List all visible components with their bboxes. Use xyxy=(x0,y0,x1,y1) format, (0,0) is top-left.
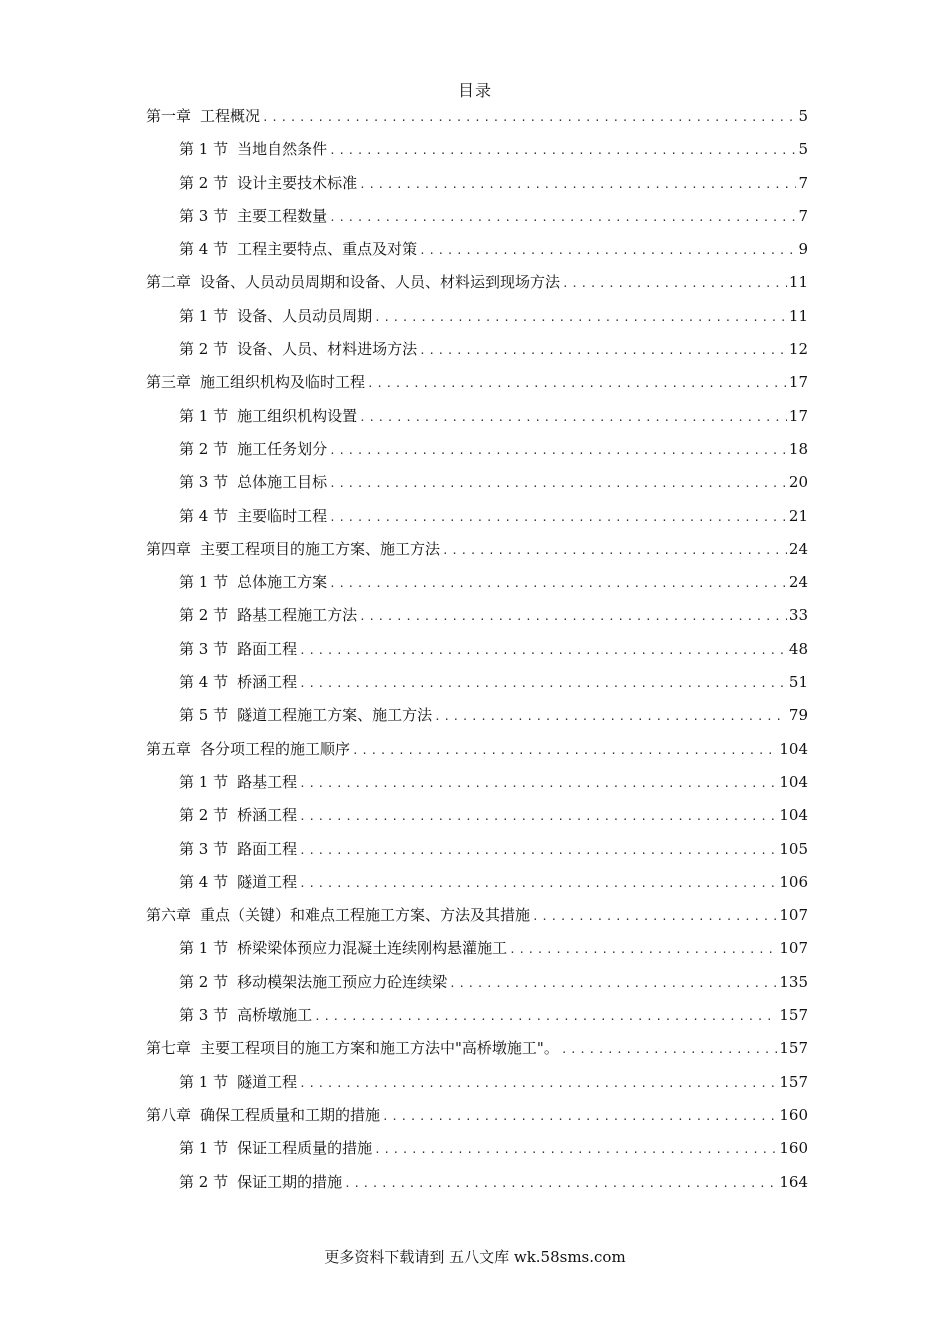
toc-dot-leader xyxy=(299,806,777,828)
toc-page-number: 157 xyxy=(779,1006,808,1025)
toc-dot-leader xyxy=(299,873,777,895)
toc-entry-number: 第三章 xyxy=(146,373,192,392)
toc-dot-leader xyxy=(329,507,787,529)
footer-note: 更多资料下载请到 五八文库 wk.58sms.com xyxy=(324,1248,626,1266)
toc-dot-leader xyxy=(299,840,777,862)
toc-entry-label xyxy=(146,1037,559,1059)
toc-section-entry[interactable] xyxy=(146,471,808,504)
toc-dot-leader xyxy=(329,573,787,595)
toc-entry-text: 设备、人员动员周期和设备、人员、材料运到现场方法 xyxy=(200,273,561,292)
toc-section-entry[interactable] xyxy=(146,804,808,837)
toc-section-entry[interactable] xyxy=(146,871,808,904)
toc-page-number: 107 xyxy=(779,939,808,958)
toc-page-number: 11 xyxy=(788,273,808,292)
toc-list xyxy=(146,105,808,1204)
toc-chapter-entry[interactable] xyxy=(146,105,808,138)
toc-dot-leader xyxy=(367,373,787,395)
toc-entry-text: 设备、人员、材料进场方法 xyxy=(237,340,418,359)
toc-dot-leader xyxy=(359,606,787,628)
toc-page-number: 107 xyxy=(779,906,808,925)
toc-dot-leader xyxy=(329,140,796,162)
toc-entry-label xyxy=(179,438,327,460)
toc-page-number: 157 xyxy=(779,1039,808,1058)
toc-dot-leader xyxy=(262,107,796,129)
toc-dot-leader xyxy=(449,973,777,995)
toc-page-number: 7 xyxy=(798,206,808,225)
toc-entry-number: 第 3 节 xyxy=(179,473,229,492)
toc-page-number: 104 xyxy=(779,772,808,791)
toc-entry-text: 施工组织机构及临时工程 xyxy=(200,373,366,392)
toc-entry-text: 路面工程 xyxy=(237,839,298,858)
toc-chapter-entry[interactable] xyxy=(146,1037,808,1070)
toc-section-entry[interactable] xyxy=(146,305,808,338)
toc-entry-text: 总体施工方案 xyxy=(237,573,328,592)
toc-entry-number: 第 1 节 xyxy=(179,573,229,592)
toc-entry-number: 第 2 节 xyxy=(179,173,229,192)
toc-section-entry[interactable] xyxy=(146,571,808,604)
toc-section-entry[interactable] xyxy=(146,138,808,171)
toc-entry-text: 主要临时工程 xyxy=(237,506,328,525)
toc-entry-label xyxy=(179,1071,297,1093)
toc-section-entry[interactable] xyxy=(146,1004,808,1037)
toc-entry-text: 高桥墩施工 xyxy=(237,1006,313,1025)
toc-title: 目录 xyxy=(457,81,492,100)
toc-entry-text: 桥涵工程 xyxy=(237,673,298,692)
toc-page-number: 24 xyxy=(788,539,808,558)
toc-entry-number: 第 2 节 xyxy=(179,606,229,625)
toc-entry-number: 第 1 节 xyxy=(179,1139,229,1158)
toc-entry-label xyxy=(146,371,365,393)
toc-entry-number: 第 4 节 xyxy=(179,673,229,692)
toc-entry-label xyxy=(179,871,297,893)
toc-entry-number: 第 4 节 xyxy=(179,506,229,525)
toc-entry-number: 第五章 xyxy=(146,739,192,758)
toc-entry-number: 第 4 节 xyxy=(179,872,229,891)
toc-entry-number: 第 1 节 xyxy=(179,306,229,325)
toc-page-number: 106 xyxy=(779,872,808,891)
toc-entry-label xyxy=(179,138,327,160)
toc-page-number: 135 xyxy=(779,972,808,991)
toc-entry-number: 第 1 节 xyxy=(179,140,229,159)
toc-page-number: 9 xyxy=(798,240,808,259)
toc-entry-text: 隧道工程 xyxy=(237,872,298,891)
toc-entry-text: 隧道工程施工方案、施工方法 xyxy=(237,706,433,725)
toc-section-entry[interactable] xyxy=(146,1071,808,1104)
toc-entry-label xyxy=(179,305,372,327)
toc-entry-label xyxy=(179,604,357,626)
toc-dot-leader xyxy=(359,407,787,429)
toc-entry-text: 总体施工目标 xyxy=(237,473,328,492)
toc-entry-text: 重点（关键）和难点工程施工方案、方法及其措施 xyxy=(200,906,531,925)
toc-entry-text: 设备、人员动员周期 xyxy=(237,306,373,325)
toc-entry-text: 桥涵工程 xyxy=(237,806,298,825)
toc-entry-label xyxy=(179,238,417,260)
toc-section-entry[interactable] xyxy=(146,238,808,271)
toc-section-entry[interactable] xyxy=(146,638,808,671)
toc-page-number: 17 xyxy=(788,373,808,392)
toc-entry-label xyxy=(179,1171,342,1193)
toc-chapter-entry[interactable] xyxy=(146,738,808,771)
toc-dot-leader xyxy=(299,640,787,662)
toc-section-entry[interactable] xyxy=(146,1171,808,1204)
toc-dot-leader xyxy=(419,240,796,262)
toc-page-number: 5 xyxy=(798,107,808,125)
toc-entry-label xyxy=(179,205,327,227)
toc-dot-leader xyxy=(329,207,796,229)
toc-entry-number: 第 2 节 xyxy=(179,439,229,458)
toc-dot-leader xyxy=(329,473,787,495)
toc-section-entry[interactable] xyxy=(146,405,808,438)
toc-entry-label xyxy=(146,904,530,926)
toc-entry-label xyxy=(179,405,357,427)
toc-page-number: 48 xyxy=(788,639,808,658)
toc-section-entry[interactable] xyxy=(146,671,808,704)
toc-page-number: 33 xyxy=(788,606,808,625)
toc-page-number: 18 xyxy=(788,439,808,458)
toc-entry-label xyxy=(146,738,350,760)
toc-entry-number: 第八章 xyxy=(146,1105,192,1124)
toc-entry-label xyxy=(179,1137,372,1159)
toc-chapter-entry[interactable] xyxy=(146,1104,808,1137)
toc-dot-leader xyxy=(419,340,787,362)
toc-dot-leader xyxy=(382,1106,777,1128)
toc-page-number: 160 xyxy=(779,1105,808,1124)
toc-page-number: 157 xyxy=(779,1072,808,1091)
toc-entry-text: 隧道工程 xyxy=(237,1072,298,1091)
toc-dot-leader xyxy=(344,1173,777,1195)
toc-entry-text: 主要工程项目的施工方案和施工方法中"高桥墩施工"。 xyxy=(200,1039,559,1058)
toc-entry-label xyxy=(179,838,297,860)
toc-entry-text: 保证工程质量的措施 xyxy=(237,1139,373,1158)
toc-section-entry[interactable] xyxy=(146,338,808,371)
toc-entry-number: 第 1 节 xyxy=(179,772,229,791)
toc-dot-leader xyxy=(329,440,787,462)
toc-dot-leader xyxy=(509,939,777,961)
toc-entry-text: 各分项工程的施工顺序 xyxy=(200,739,351,758)
toc-entry-number: 第 2 节 xyxy=(179,340,229,359)
toc-chapter-entry[interactable] xyxy=(146,371,808,404)
toc-entry-text: 路基工程 xyxy=(237,772,298,791)
toc-entry-number: 第 4 节 xyxy=(179,240,229,259)
toc-page-number: 51 xyxy=(788,673,808,692)
toc-entry-label xyxy=(146,271,560,293)
toc-page-number: 7 xyxy=(798,173,808,192)
toc-entry-label xyxy=(179,471,327,493)
toc-entry-label xyxy=(179,937,507,959)
toc-page-number: 20 xyxy=(788,473,808,492)
toc-chapter-entry[interactable] xyxy=(146,904,808,937)
toc-section-entry[interactable] xyxy=(146,838,808,871)
toc-section-entry[interactable] xyxy=(146,971,808,1004)
toc-entry-number: 第七章 xyxy=(146,1039,192,1058)
toc-section-entry[interactable] xyxy=(146,438,808,471)
toc-dot-leader xyxy=(561,1039,778,1061)
toc-dot-leader xyxy=(562,273,787,295)
toc-entry-label xyxy=(179,704,432,726)
toc-entry-label xyxy=(179,505,327,527)
toc-page-number: 11 xyxy=(788,306,808,325)
toc-section-entry[interactable] xyxy=(146,1137,808,1170)
toc-dot-leader xyxy=(299,773,777,795)
toc-entry-number: 第 3 节 xyxy=(179,639,229,658)
toc-entry-number: 第 1 节 xyxy=(179,406,229,425)
toc-page-number: 24 xyxy=(788,573,808,592)
toc-dot-leader xyxy=(374,1139,777,1161)
toc-entry-label xyxy=(179,1004,312,1026)
toc-section-entry[interactable] xyxy=(146,604,808,637)
toc-entry-label xyxy=(146,1104,380,1126)
toc-entry-number: 第 1 节 xyxy=(179,1072,229,1091)
toc-entry-number: 第 3 节 xyxy=(179,206,229,225)
toc-page-number: 105 xyxy=(779,839,808,858)
toc-chapter-entry[interactable] xyxy=(146,538,808,571)
toc-entry-number: 第 5 节 xyxy=(179,706,229,725)
toc-dot-leader xyxy=(299,1073,777,1095)
toc-entry-text: 移动模架法施工预应力砼连续梁 xyxy=(237,972,448,991)
toc-chapter-entry[interactable] xyxy=(146,271,808,304)
toc-section-entry[interactable] xyxy=(146,172,808,205)
toc-section-entry[interactable] xyxy=(146,704,808,737)
toc-page-number: 79 xyxy=(788,706,808,725)
toc-entry-label xyxy=(179,671,297,693)
toc-entry-text: 保证工期的措施 xyxy=(237,1172,343,1191)
toc-entry-text: 设计主要技术标准 xyxy=(237,173,358,192)
toc-dot-leader xyxy=(352,740,777,762)
toc-entry-number: 第 2 节 xyxy=(179,972,229,991)
toc-entry-text: 主要工程项目的施工方案、施工方法 xyxy=(200,539,441,558)
toc-entry-text: 确保工程质量和工期的措施 xyxy=(200,1105,381,1124)
toc-page-number: 104 xyxy=(779,806,808,825)
toc-section-entry[interactable] xyxy=(146,205,808,238)
toc-entry-text: 桥梁梁体预应力混凝土连续刚构悬灌施工 xyxy=(237,939,508,958)
toc-section-entry[interactable] xyxy=(146,937,808,970)
toc-dot-leader xyxy=(374,307,787,329)
toc-entry-text: 主要工程数量 xyxy=(237,206,328,225)
toc-entry-text: 工程概况 xyxy=(200,107,261,125)
toc-entry-number: 第 3 节 xyxy=(179,1006,229,1025)
toc-entry-number: 第 3 节 xyxy=(179,839,229,858)
toc-section-entry[interactable] xyxy=(146,771,808,804)
toc-entry-text: 施工任务划分 xyxy=(237,439,328,458)
toc-entry-number: 第 1 节 xyxy=(179,939,229,958)
toc-entry-label xyxy=(179,571,327,593)
toc-entry-text: 路面工程 xyxy=(237,639,298,658)
toc-entry-number: 第一章 xyxy=(146,107,192,125)
toc-dot-leader xyxy=(532,906,777,928)
toc-entry-label xyxy=(179,804,297,826)
toc-page-number: 5 xyxy=(798,140,808,159)
toc-page-number: 160 xyxy=(779,1139,808,1158)
toc-dot-leader xyxy=(442,540,787,562)
toc-entry-label xyxy=(179,638,297,660)
toc-entry-label xyxy=(179,971,447,993)
toc-entry-number: 第四章 xyxy=(146,539,192,558)
toc-entry-label xyxy=(179,338,417,360)
toc-section-entry[interactable] xyxy=(146,505,808,538)
toc-entry-number: 第二章 xyxy=(146,273,192,292)
toc-entry-text: 施工组织机构设置 xyxy=(237,406,358,425)
toc-dot-leader xyxy=(299,673,787,695)
toc-entry-number: 第 2 节 xyxy=(179,1172,229,1191)
toc-entry-text: 路基工程施工方法 xyxy=(237,606,358,625)
toc-entry-number: 第六章 xyxy=(146,906,192,925)
toc-dot-leader xyxy=(314,1006,777,1028)
toc-page-number: 12 xyxy=(788,340,808,359)
toc-entry-text: 工程主要特点、重点及对策 xyxy=(237,240,418,259)
toc-dot-leader xyxy=(359,174,796,196)
toc-page-number: 17 xyxy=(788,406,808,425)
toc-entry-label xyxy=(146,538,440,560)
toc-entry-label xyxy=(179,172,357,194)
toc-dot-leader xyxy=(434,706,787,728)
toc-entry-number: 第 2 节 xyxy=(179,806,229,825)
toc-entry-label xyxy=(179,771,297,793)
toc-page-number: 104 xyxy=(779,739,808,758)
toc-entry-label xyxy=(146,105,260,127)
toc-entry-text: 当地自然条件 xyxy=(237,140,328,159)
toc-page-number: 21 xyxy=(788,506,808,525)
toc-page-number: 164 xyxy=(779,1172,808,1191)
